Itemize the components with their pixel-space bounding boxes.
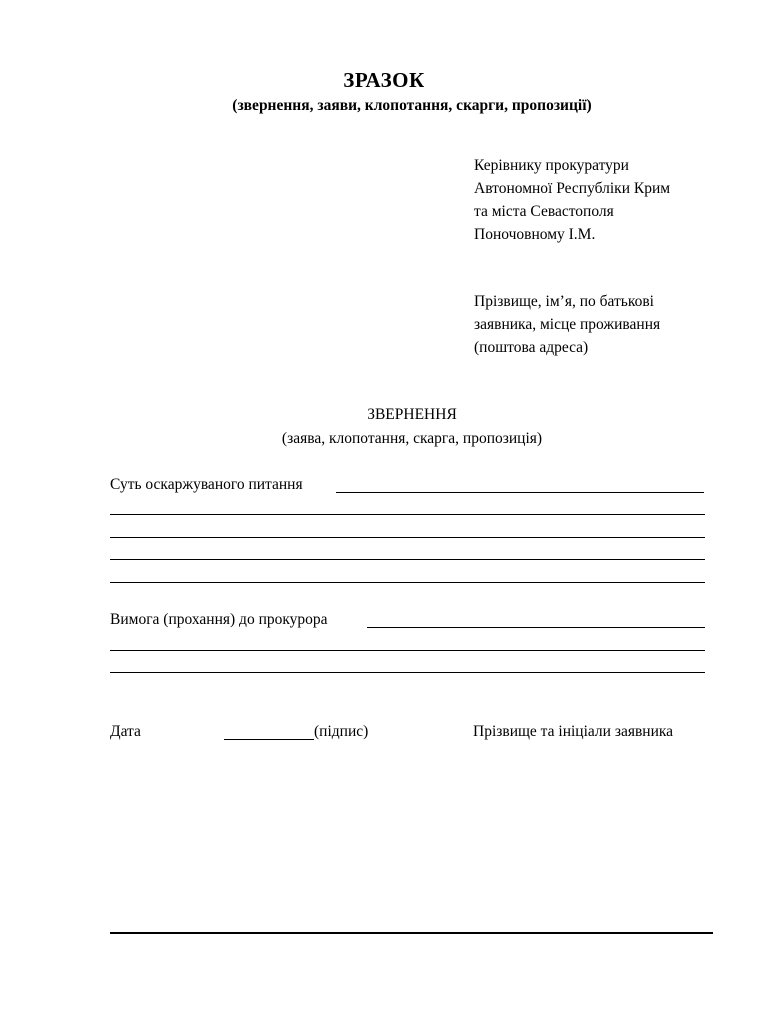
issue-fill-line[interactable] <box>336 492 704 493</box>
issue-label: Суть оскаржуваного питання <box>110 476 303 493</box>
sender-block <box>474 290 660 359</box>
request-fill-line[interactable] <box>110 650 705 651</box>
document-heading: ЗРАЗОК <box>343 68 425 92</box>
recipient-line: та міста Севастополя <box>474 203 614 220</box>
appeal-title: ЗВЕРНЕННЯ <box>367 406 457 423</box>
recipient-line: Керівнику прокуратури <box>474 157 629 174</box>
footer-rule <box>110 932 713 934</box>
sender-line: заявника, місце проживання <box>474 316 661 333</box>
sender-line: Прізвище, ім’я, по батькові <box>474 293 654 310</box>
recipient-line: Поночовному І.М. <box>474 226 596 243</box>
recipient-line: Автономної Республіки Крим <box>474 180 671 197</box>
request-fill-line[interactable] <box>367 627 705 628</box>
request-fill-line[interactable] <box>110 672 705 673</box>
signature-label: (підпис) <box>314 723 369 740</box>
appeal-subtitle: (заява, клопотання, скарга, пропозиція) <box>281 430 543 447</box>
issue-fill-line[interactable] <box>110 537 705 538</box>
signature-fill-line[interactable] <box>224 739 314 740</box>
sender-line: (поштова адреса) <box>474 339 589 356</box>
document-heading-subtitle: (звернення, заяви, клопотання, скарги, пропозиції) <box>232 97 592 114</box>
issue-fill-line[interactable] <box>110 514 705 515</box>
issue-fill-line[interactable] <box>110 582 705 583</box>
issue-fill-line[interactable] <box>110 559 705 560</box>
applicant-name-label: Прізвище та ініціали заявника <box>473 723 674 740</box>
date-label: Дата <box>110 723 141 740</box>
request-label: Вимога (прохання) до прокурора <box>110 611 328 628</box>
recipient-block <box>474 154 670 246</box>
